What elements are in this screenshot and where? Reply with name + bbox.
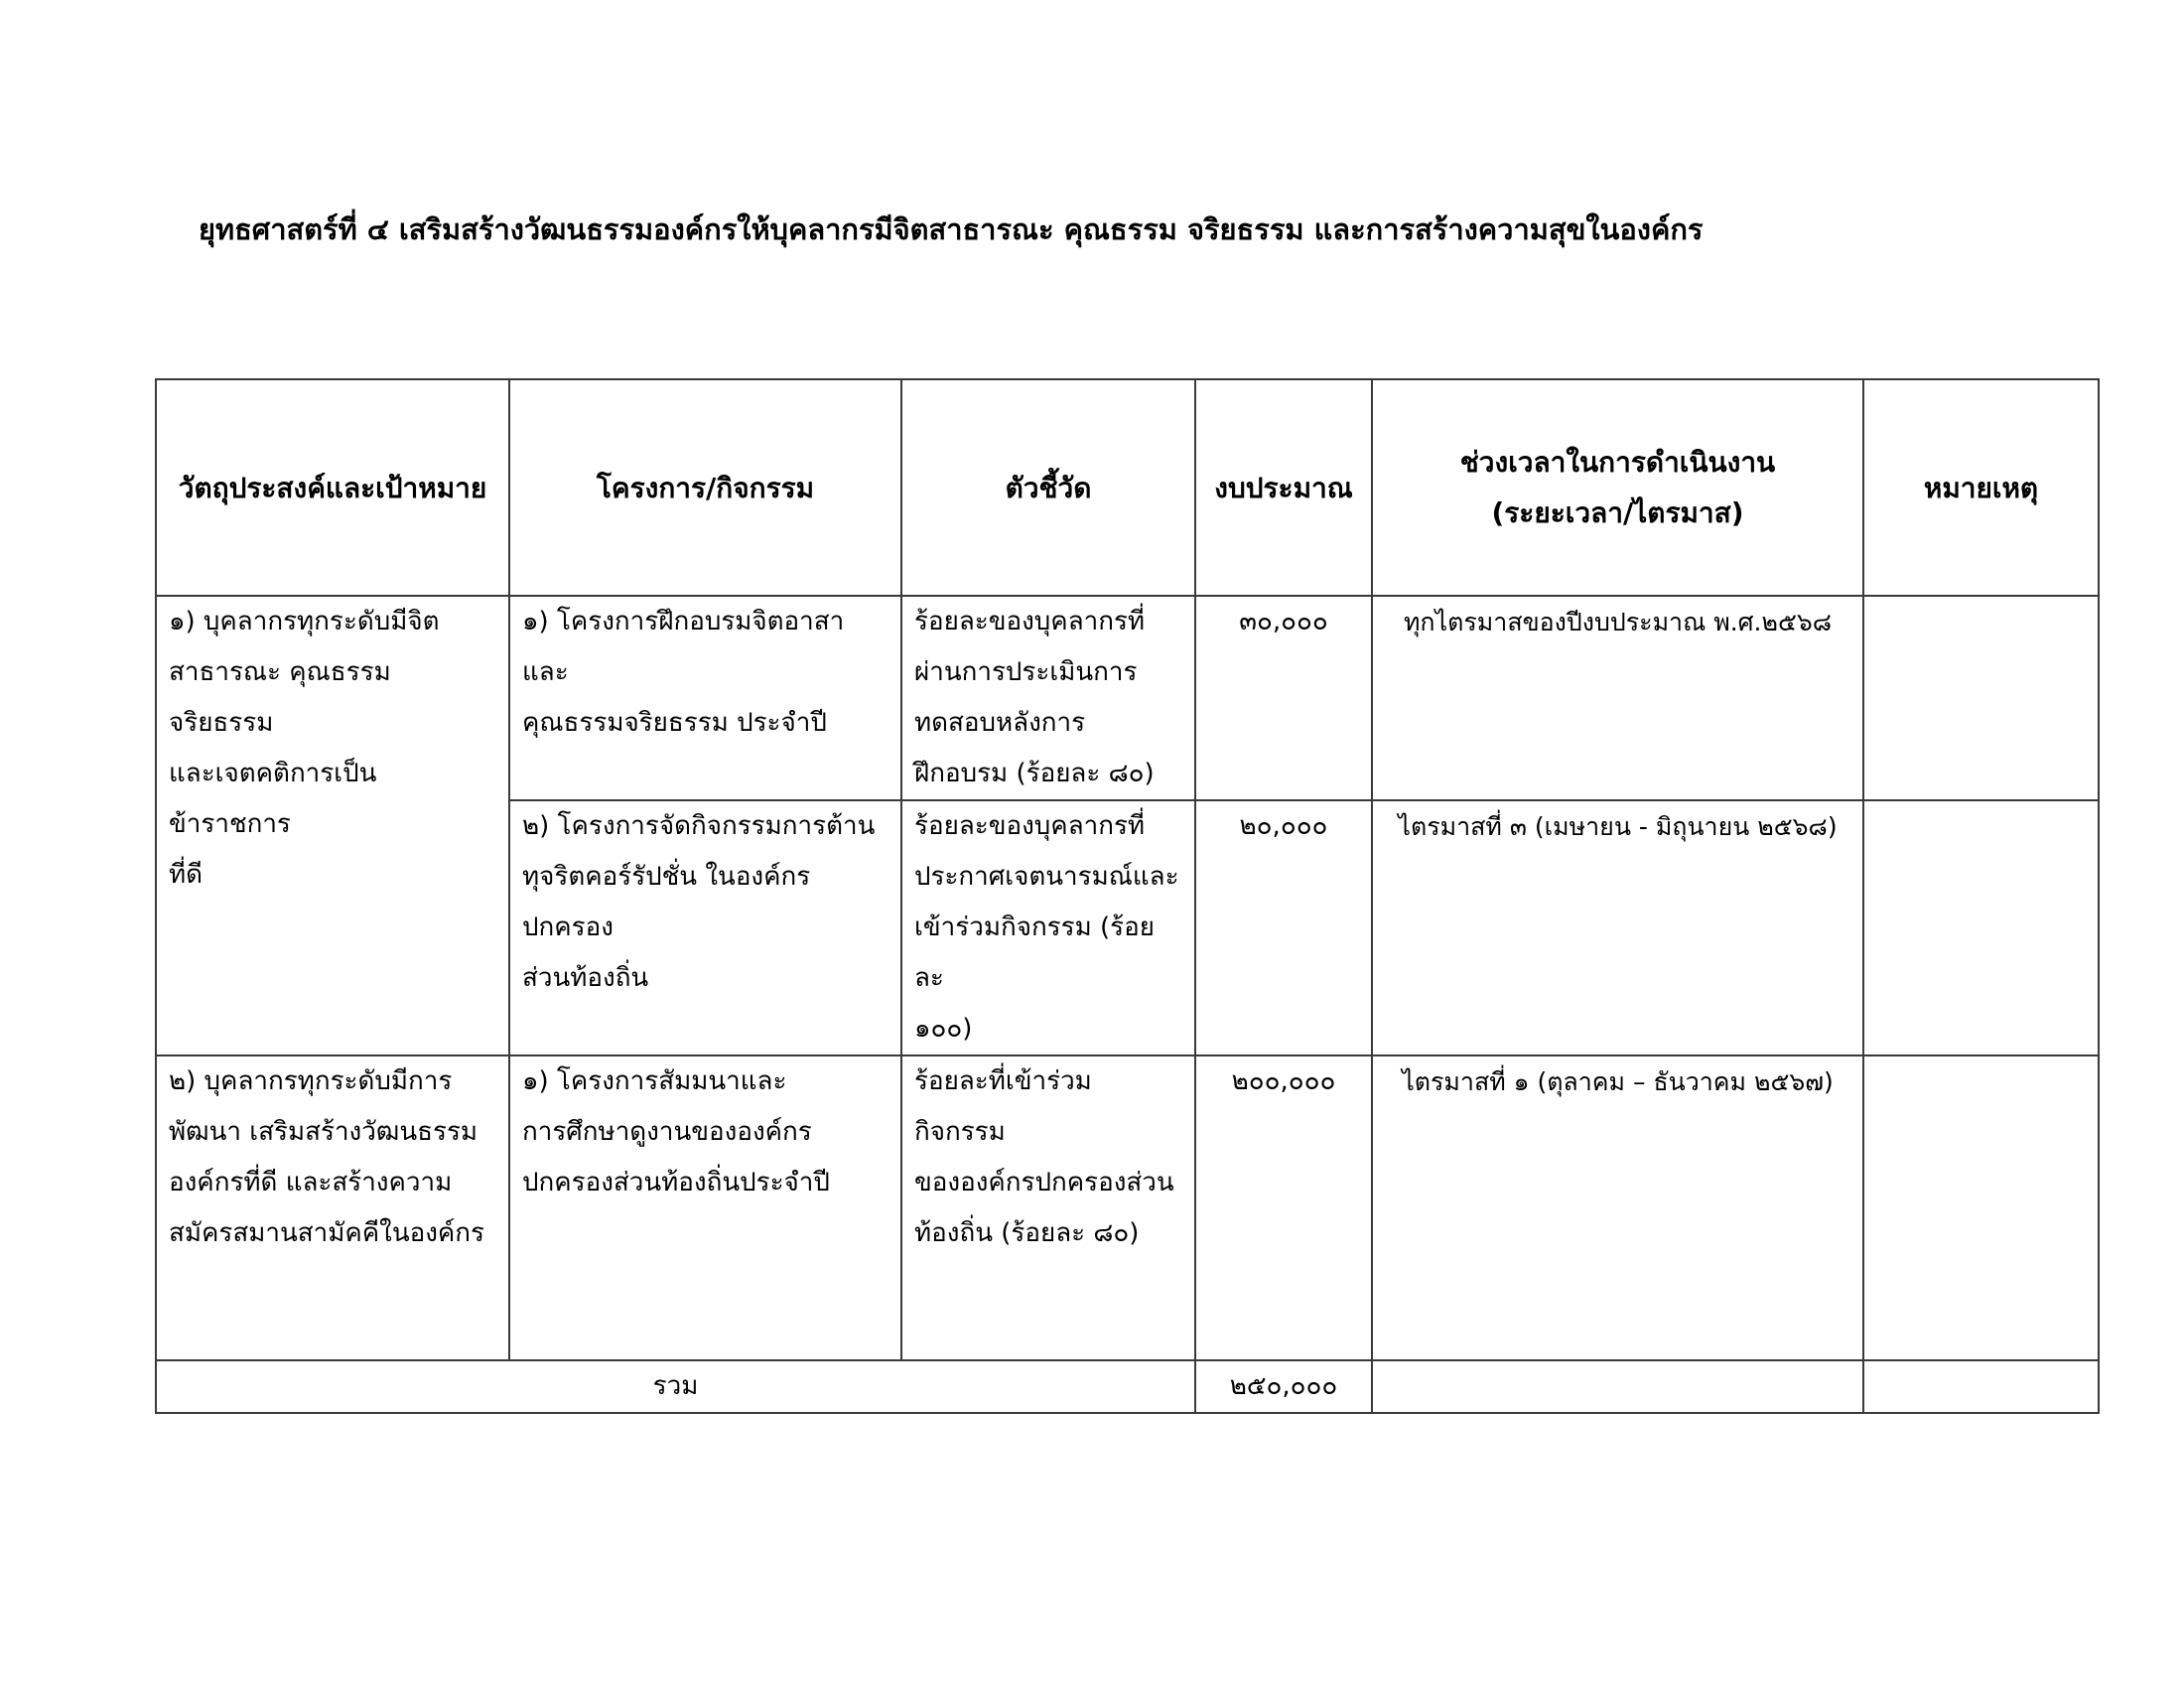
budget-cell: ๒๐,๐๐๐ bbox=[1195, 800, 1372, 1055]
header-period-line2: (ระยะเวลา/ไตรมาส) bbox=[1491, 496, 1744, 529]
period-text: ทุกไตรมาสของปีงบประมาณ พ.ศ.๒๕๖๘ bbox=[1403, 608, 1833, 636]
objective-line: ๑) บุคลากรทุกระดับมีจิต bbox=[169, 607, 440, 636]
indicator-line: ร้อยละของบุคลากรที่ bbox=[914, 811, 1146, 841]
header-period bbox=[1372, 379, 1863, 596]
notes-cell bbox=[1863, 596, 2099, 800]
project-line: ทุจริตคอร์รัปชั่น ในองค์กรปกครอง bbox=[522, 862, 811, 942]
objective-line: องค์กรที่ดี และสร้างความ bbox=[169, 1168, 453, 1197]
project-line: ส่วนท้องถิ่น bbox=[522, 963, 649, 993]
header-budget: งบประมาณ bbox=[1195, 379, 1372, 596]
objective-line: และเจตคติการเป็นข้าราชการ bbox=[169, 759, 377, 839]
objective-cell bbox=[156, 1055, 509, 1360]
indicator-line: ประกาศเจตนารมณ์และ bbox=[914, 862, 1179, 892]
header-project: โครงการ/กิจกรรม bbox=[509, 379, 901, 596]
table-row bbox=[156, 1055, 2099, 1360]
objective-cell bbox=[156, 596, 509, 1055]
total-budget: ๒๕๐,๐๐๐ bbox=[1195, 1360, 1372, 1413]
budget-cell: ๓๐,๐๐๐ bbox=[1195, 596, 1372, 800]
period-text: ไตรมาสที่ ๑ (ตุลาคม – ธันวาคม ๒๕๖๗) bbox=[1402, 1067, 1834, 1096]
objective-line: สมัครสมานสามัคคีในองค์กร bbox=[169, 1218, 485, 1248]
header-indicator: ตัวชี้วัด bbox=[901, 379, 1195, 596]
project-line: ๒) โครงการจัดกิจกรรมการต้าน bbox=[522, 811, 876, 841]
indicator-cell bbox=[901, 1055, 1195, 1360]
total-row bbox=[156, 1360, 2099, 1413]
document-title: ยุทธศาสตร์ที่ ๔ เสริมสร้างวัฒนธรรมองค์กรให้บุคลากรมีจิตสาธารณะ คุณธรรม จริยธรรม และการสร้างความสุขในองค์กร bbox=[199, 212, 1704, 246]
indicator-line: ร้อยละที่เข้าร่วมกิจกรรม bbox=[914, 1066, 1092, 1147]
budget-cell: ๒๐๐,๐๐๐ bbox=[1195, 1055, 1372, 1360]
indicator-line: ขององค์กรปกครองส่วน bbox=[914, 1168, 1174, 1197]
objective-line: ที่ดี bbox=[169, 860, 204, 890]
total-period-cell bbox=[1372, 1360, 1863, 1413]
table-header-row bbox=[156, 379, 2099, 596]
period-text: ไตรมาสที่ ๓ (เมษายน - มิถุนายน ๒๕๖๘) bbox=[1398, 812, 1838, 841]
project-line: ปกครองส่วนท้องถิ่นประจำปี bbox=[522, 1168, 830, 1197]
project-line: การศึกษาดูงานขององค์กร bbox=[522, 1117, 812, 1147]
notes-cell bbox=[1863, 1055, 2099, 1360]
indicator-line: ฝึกอบรม (ร้อยละ ๘๐) bbox=[914, 759, 1155, 788]
indicator-line: เข้าร่วมกิจกรรม (ร้อยละ bbox=[914, 913, 1155, 993]
indicator-line: ผ่านการประเมินการ bbox=[914, 657, 1138, 687]
objective-line: พัฒนา เสริมสร้างวัฒนธรรม bbox=[169, 1117, 478, 1147]
total-notes-cell bbox=[1863, 1360, 2099, 1413]
indicator-line: ทดสอบหลังการ bbox=[914, 708, 1086, 738]
indicator-line: ๑๐๐) bbox=[914, 1014, 973, 1044]
objective-line: สาธารณะ คุณธรรม จริยธรรม bbox=[169, 657, 391, 738]
project-line: ๑) โครงการฝึกอบรมจิตอาสา และ bbox=[522, 607, 845, 687]
notes-cell bbox=[1863, 800, 2099, 1055]
objective-line: ๒) บุคลากรทุกระดับมีการ bbox=[169, 1066, 453, 1096]
indicator-line: ร้อยละของบุคลากรที่ bbox=[914, 607, 1146, 636]
strategy-table bbox=[155, 378, 2100, 1414]
header-period-line1: ช่วงเวลาในการดำเนินงาน bbox=[1459, 446, 1776, 479]
indicator-cell bbox=[901, 596, 1195, 800]
project-cell bbox=[509, 1055, 901, 1360]
header-notes: หมายเหตุ bbox=[1863, 379, 2099, 596]
total-label: รวม bbox=[156, 1360, 1195, 1413]
project-line: คุณธรรมจริยธรรม ประจำปี bbox=[522, 708, 827, 738]
table-row bbox=[156, 596, 2099, 800]
project-cell bbox=[509, 596, 901, 800]
period-cell bbox=[1372, 596, 1863, 800]
project-line: ๑) โครงการสัมมนาและ bbox=[522, 1066, 787, 1096]
period-cell bbox=[1372, 1055, 1863, 1360]
indicator-line: ท้องถิ่น (ร้อยละ ๘๐) bbox=[914, 1218, 1140, 1248]
period-cell bbox=[1372, 800, 1863, 1055]
header-objective: วัตถุประสงค์และเป้าหมาย bbox=[156, 379, 509, 596]
indicator-cell bbox=[901, 800, 1195, 1055]
project-cell bbox=[509, 800, 901, 1055]
